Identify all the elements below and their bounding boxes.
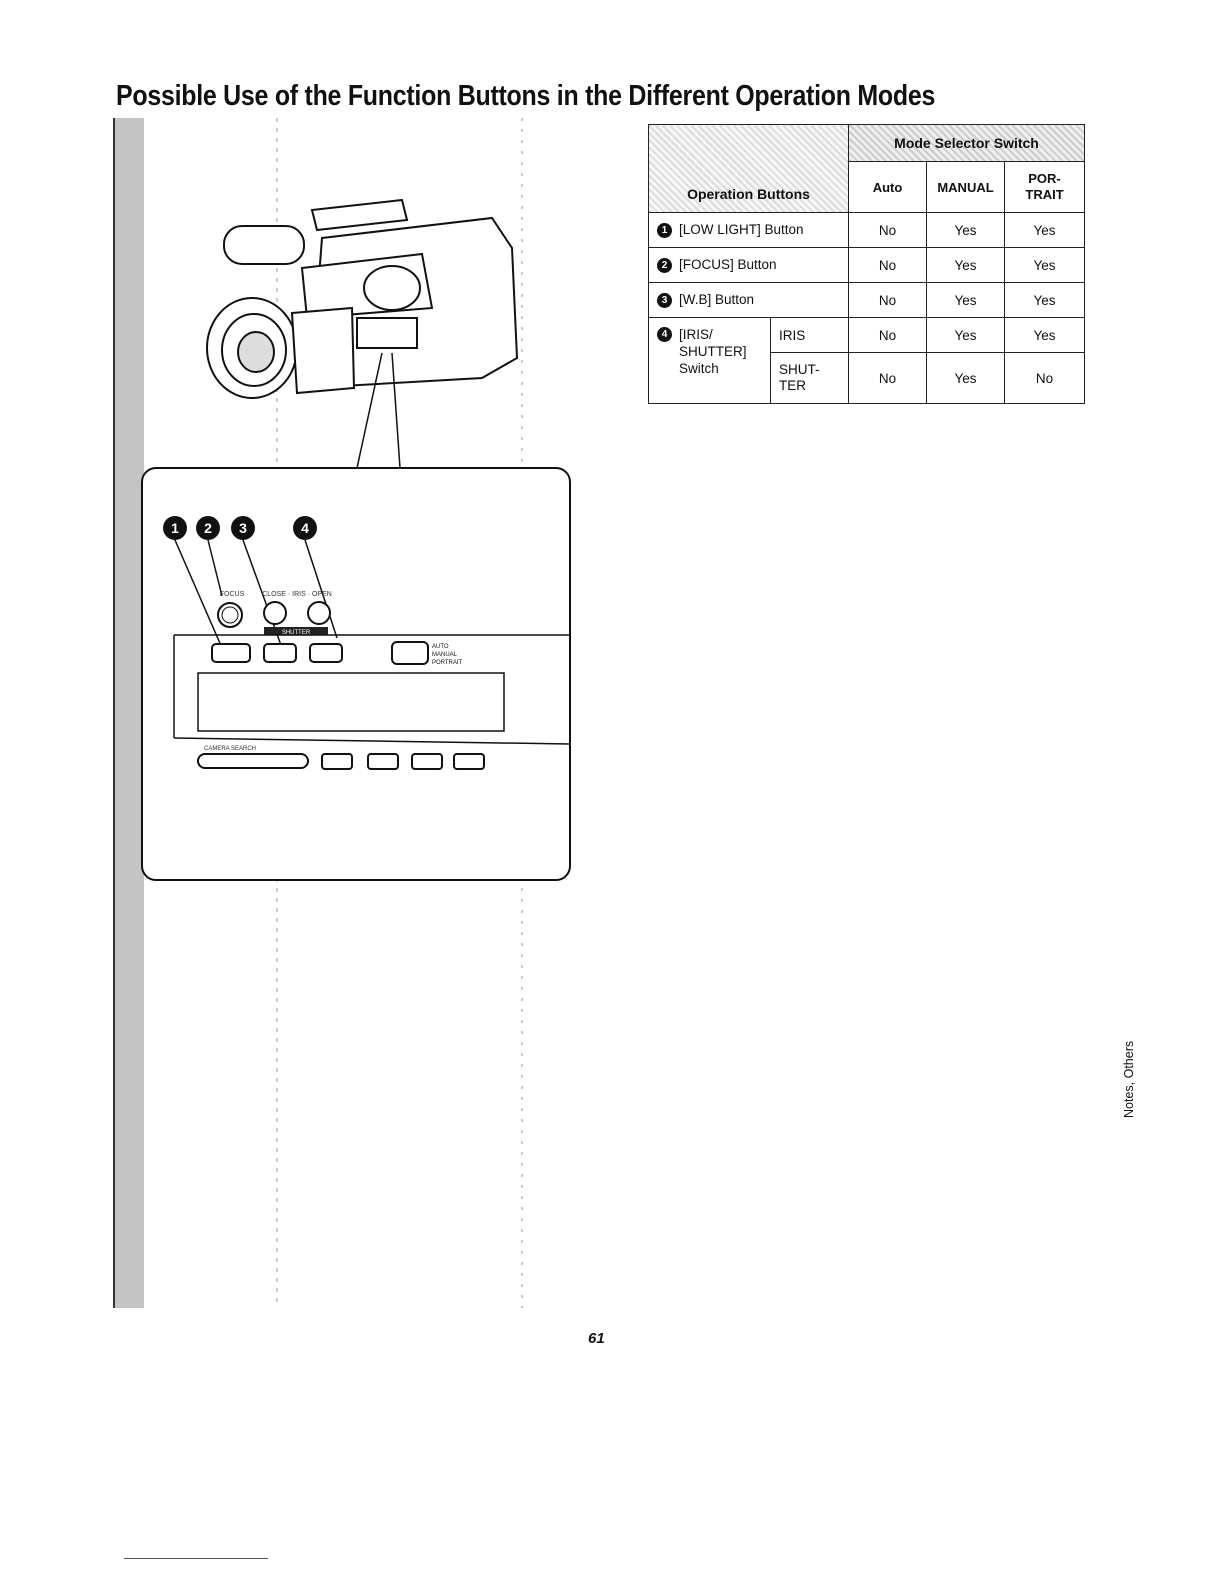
callout-2 (196, 516, 220, 540)
cell-portrait: Yes (1005, 248, 1085, 283)
callout-3 (231, 516, 255, 540)
background-texture (114, 118, 144, 1308)
svg-text:PORTRAIT: PORTRAIT (432, 660, 463, 666)
mode-selector-switch (392, 642, 428, 664)
sub-row-label: SHUT- TER (771, 353, 849, 404)
wb-button (310, 644, 342, 662)
side-tab-label: Notes, Others (1122, 1040, 1136, 1118)
cell-portrait: No (1005, 353, 1085, 404)
cell-manual: Yes (927, 318, 1005, 353)
cell-manual: Yes (927, 213, 1005, 248)
svg-text:2: 2 (204, 520, 212, 536)
low-light-button (212, 644, 250, 662)
cell-auto: No (849, 318, 927, 353)
display-window (198, 673, 504, 731)
mode-selector-header: Mode Selector Switch (849, 125, 1085, 162)
row-label: [FOCUS] Button (679, 257, 777, 273)
camera-search-rocker (198, 754, 308, 768)
footer-rule (124, 1558, 268, 1559)
row-number-badge: 4 (657, 327, 672, 342)
sub-row-label: IRIS (771, 318, 849, 353)
cell-portrait: Yes (1005, 318, 1085, 353)
control-panel-inset (142, 468, 570, 880)
cell-manual: Yes (927, 283, 1005, 318)
row-label: [W.B] Button (679, 292, 755, 308)
svg-text:3: 3 (239, 520, 247, 536)
callout-1 (163, 516, 187, 540)
camcorder-illustration (92, 118, 612, 1328)
page-title: Possible Use of the Function Buttons in the Different Operation Modes (116, 80, 936, 112)
svg-text:AUTO: AUTO (432, 644, 449, 650)
svg-text:MANUAL: MANUAL (432, 652, 458, 658)
cell-manual: Yes (927, 353, 1005, 404)
focus-label: FOCUS (219, 591, 245, 598)
iris-open-button (308, 602, 330, 624)
iris-label: CLOSE · IRIS · OPEN (262, 591, 332, 598)
fade-button (322, 754, 352, 769)
function-button-table (648, 124, 1085, 404)
table-row (649, 248, 1085, 283)
row-label: [IRIS/ SHUTTER] Switch (679, 327, 747, 376)
cell-portrait: Yes (1005, 213, 1085, 248)
svg-text:SHUTTER: SHUTTER (281, 630, 311, 636)
date-time-button (412, 754, 442, 769)
osd-button (368, 754, 398, 769)
svg-text:CAMERA SEARCH: CAMERA SEARCH (204, 746, 257, 752)
table-row (649, 318, 1085, 353)
callout-4 (293, 516, 317, 540)
table-row (649, 213, 1085, 248)
cell-manual: Yes (927, 248, 1005, 283)
col-header-portrait: POR- TRAIT (1005, 162, 1085, 213)
cell-portrait: Yes (1005, 283, 1085, 318)
row-label: [LOW LIGHT] Button (679, 222, 804, 238)
corner-header: Operation Buttons (649, 125, 849, 213)
col-header-auto: Auto (849, 162, 927, 213)
table-row (649, 283, 1085, 318)
page-number: 61 (588, 1330, 605, 1347)
svg-text:4: 4 (301, 520, 309, 536)
row-number-badge: 3 (657, 293, 672, 308)
cell-auto: No (849, 213, 927, 248)
cell-auto: No (849, 248, 927, 283)
title-button (454, 754, 484, 769)
focus-mode-button (264, 644, 296, 662)
row-number-badge: 2 (657, 258, 672, 273)
svg-text:1: 1 (171, 520, 179, 536)
row-number-badge: 1 (657, 223, 672, 238)
camcorder-drawing (207, 200, 517, 398)
col-header-manual: MANUAL (927, 162, 1005, 213)
iris-close-button (264, 602, 286, 624)
cell-auto: No (849, 283, 927, 318)
cell-auto: No (849, 353, 927, 404)
